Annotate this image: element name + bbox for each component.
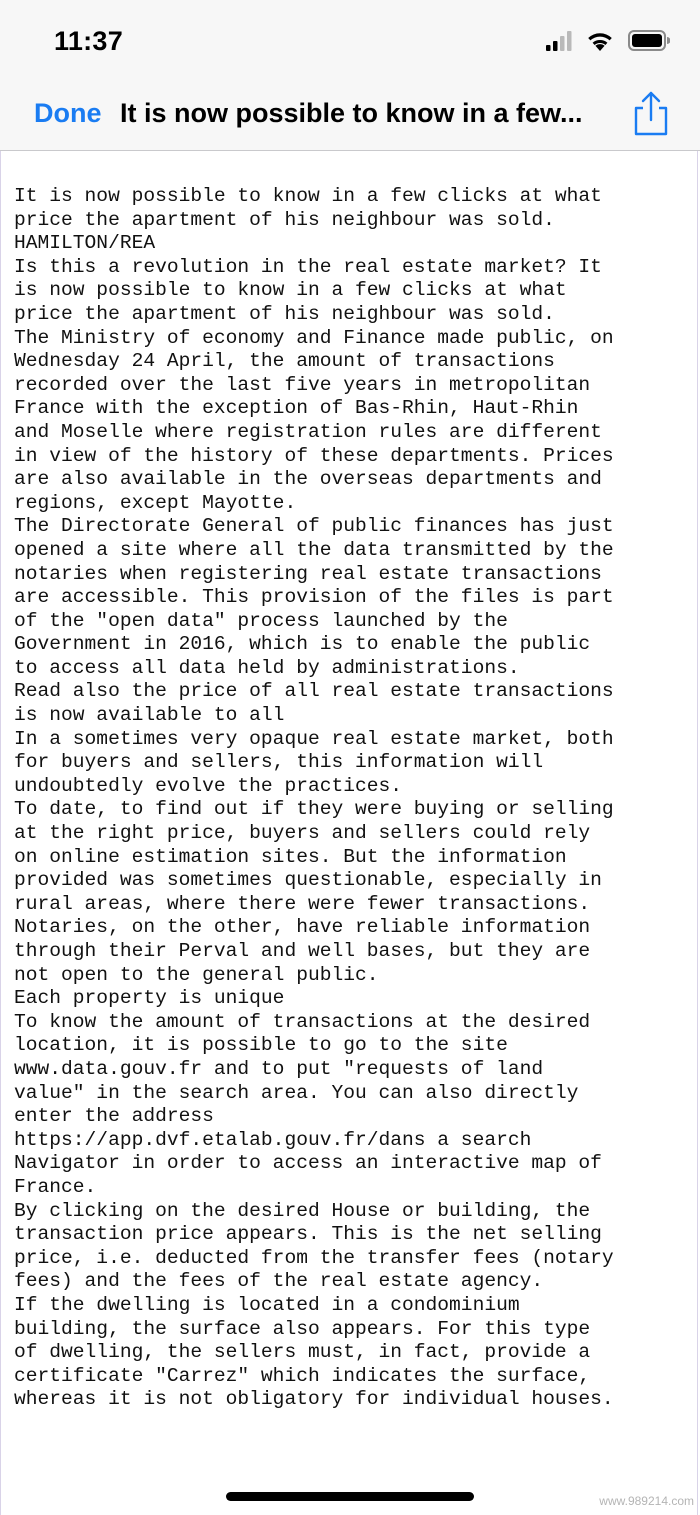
watermark: www.989214.com [599, 1494, 694, 1508]
article-text [14, 185, 614, 1412]
article-line: Read also the price of all real estate transactions [14, 680, 614, 703]
article-line: Government in 2016, which is to enable the public [14, 633, 591, 656]
article-line: are accessible. This provision of the files is part [14, 586, 614, 609]
article-line: price the apartment of his neighbour was sold. [14, 302, 555, 325]
article-line: To date, to find out if they were buying or selling [14, 798, 614, 821]
article-line: The Directorate General of public finances has just [14, 515, 614, 538]
article-line: at the right price, buyers and sellers could rely [14, 822, 591, 845]
home-indicator[interactable] [226, 1492, 474, 1501]
article-line: certificate "Carrez" which indicates the surface, [14, 1364, 591, 1387]
navigation-bar [0, 84, 700, 151]
article-line: To know the amount of transactions at the desired [14, 1010, 591, 1033]
article-line: notaries when registering real estate transactions [14, 562, 602, 585]
article-line: France. [14, 1175, 97, 1198]
article-line: regions, except Mayotte. [14, 491, 297, 514]
wifi-icon [586, 30, 614, 56]
battery-icon [628, 30, 670, 56]
article-line: By clicking on the desired House or building, the [14, 1199, 591, 1222]
article-line: www.data.gouv.fr and to put "requests of land [14, 1057, 544, 1080]
article-content[interactable] [0, 151, 698, 1515]
article-line: The Ministry of economy and Finance made public, on [14, 326, 614, 349]
done-button[interactable]: Done [34, 98, 102, 128]
article-line: for buyers and sellers, this information will [14, 751, 544, 774]
article-line: It is now possible to know in a few clicks at what [14, 185, 602, 207]
article-line: and Moselle where registration rules are different [14, 420, 602, 443]
article-line: France with the exception of Bas-Rhin, Haut-Rhin [14, 397, 579, 420]
status-time: 11:37 [54, 26, 124, 56]
article-line: building, the surface also appears. For this type [14, 1317, 591, 1340]
status-icons [546, 30, 670, 56]
article-line: provided was sometimes questionable, especially in [14, 869, 602, 892]
article-line: enter the address [14, 1105, 214, 1128]
article-line: HAMILTON/REA [14, 232, 156, 255]
article-line: of the "open data" process launched by the [14, 609, 508, 632]
article-line: price the apartment of his neighbour was sold. [14, 208, 555, 231]
article-line: transaction price appears. This is the net selling [14, 1223, 602, 1246]
article-line: to access all data held by administrations. [14, 656, 520, 679]
article-line: in view of the history of these departments. Prices [14, 444, 614, 467]
article-line: on online estimation sites. But the information [14, 845, 567, 868]
article-line: In a sometimes very opaque real estate market, both [14, 727, 614, 750]
article-line: value" in the search area. You can also directly [14, 1081, 579, 1104]
share-icon[interactable] [630, 88, 672, 138]
cellular-signal-icon [546, 31, 572, 56]
article-line: not open to the general public. [14, 963, 379, 986]
article-line: https://app.dvf.etalab.gouv.fr/dans a search [14, 1128, 532, 1151]
article-line: whereas it is not obligatory for individual houses. [14, 1388, 614, 1411]
article-line: are also available in the overseas departments and [14, 468, 602, 491]
article-line: undoubtedly evolve the practices. [14, 774, 403, 797]
article-line: recorded over the last five years in metropolitan [14, 373, 591, 396]
article-line: opened a site where all the data transmitted by the [14, 538, 614, 561]
article-line: is now possible to know in a few clicks at what [14, 279, 567, 302]
article-line: location, it is possible to go to the site [14, 1034, 508, 1057]
article-line: price, i.e. deducted from the transfer fees (notary [14, 1246, 614, 1269]
article-line: fees) and the fees of the real estate agency. [14, 1270, 544, 1293]
article-line: Wednesday 24 April, the amount of transactions [14, 350, 555, 373]
status-bar [0, 0, 700, 84]
article-line: of dwelling, the sellers must, in fact, provide a [14, 1341, 591, 1364]
page-title: It is now possible to know in a few... [120, 98, 583, 128]
article-line: Each property is unique [14, 987, 285, 1010]
article-line: through their Perval and well bases, but they are [14, 940, 591, 962]
article-line: Navigator in order to access an interactive map of [14, 1152, 602, 1175]
article-line: Is this a revolution in the real estate market? It [14, 255, 602, 278]
article-line: rural areas, where there were fewer transactions. [14, 892, 591, 915]
article-line: If the dwelling is located in a condominium [14, 1293, 520, 1316]
article-line: Notaries, on the other, have reliable information [14, 916, 591, 939]
article-line: is now available to all [14, 704, 285, 727]
